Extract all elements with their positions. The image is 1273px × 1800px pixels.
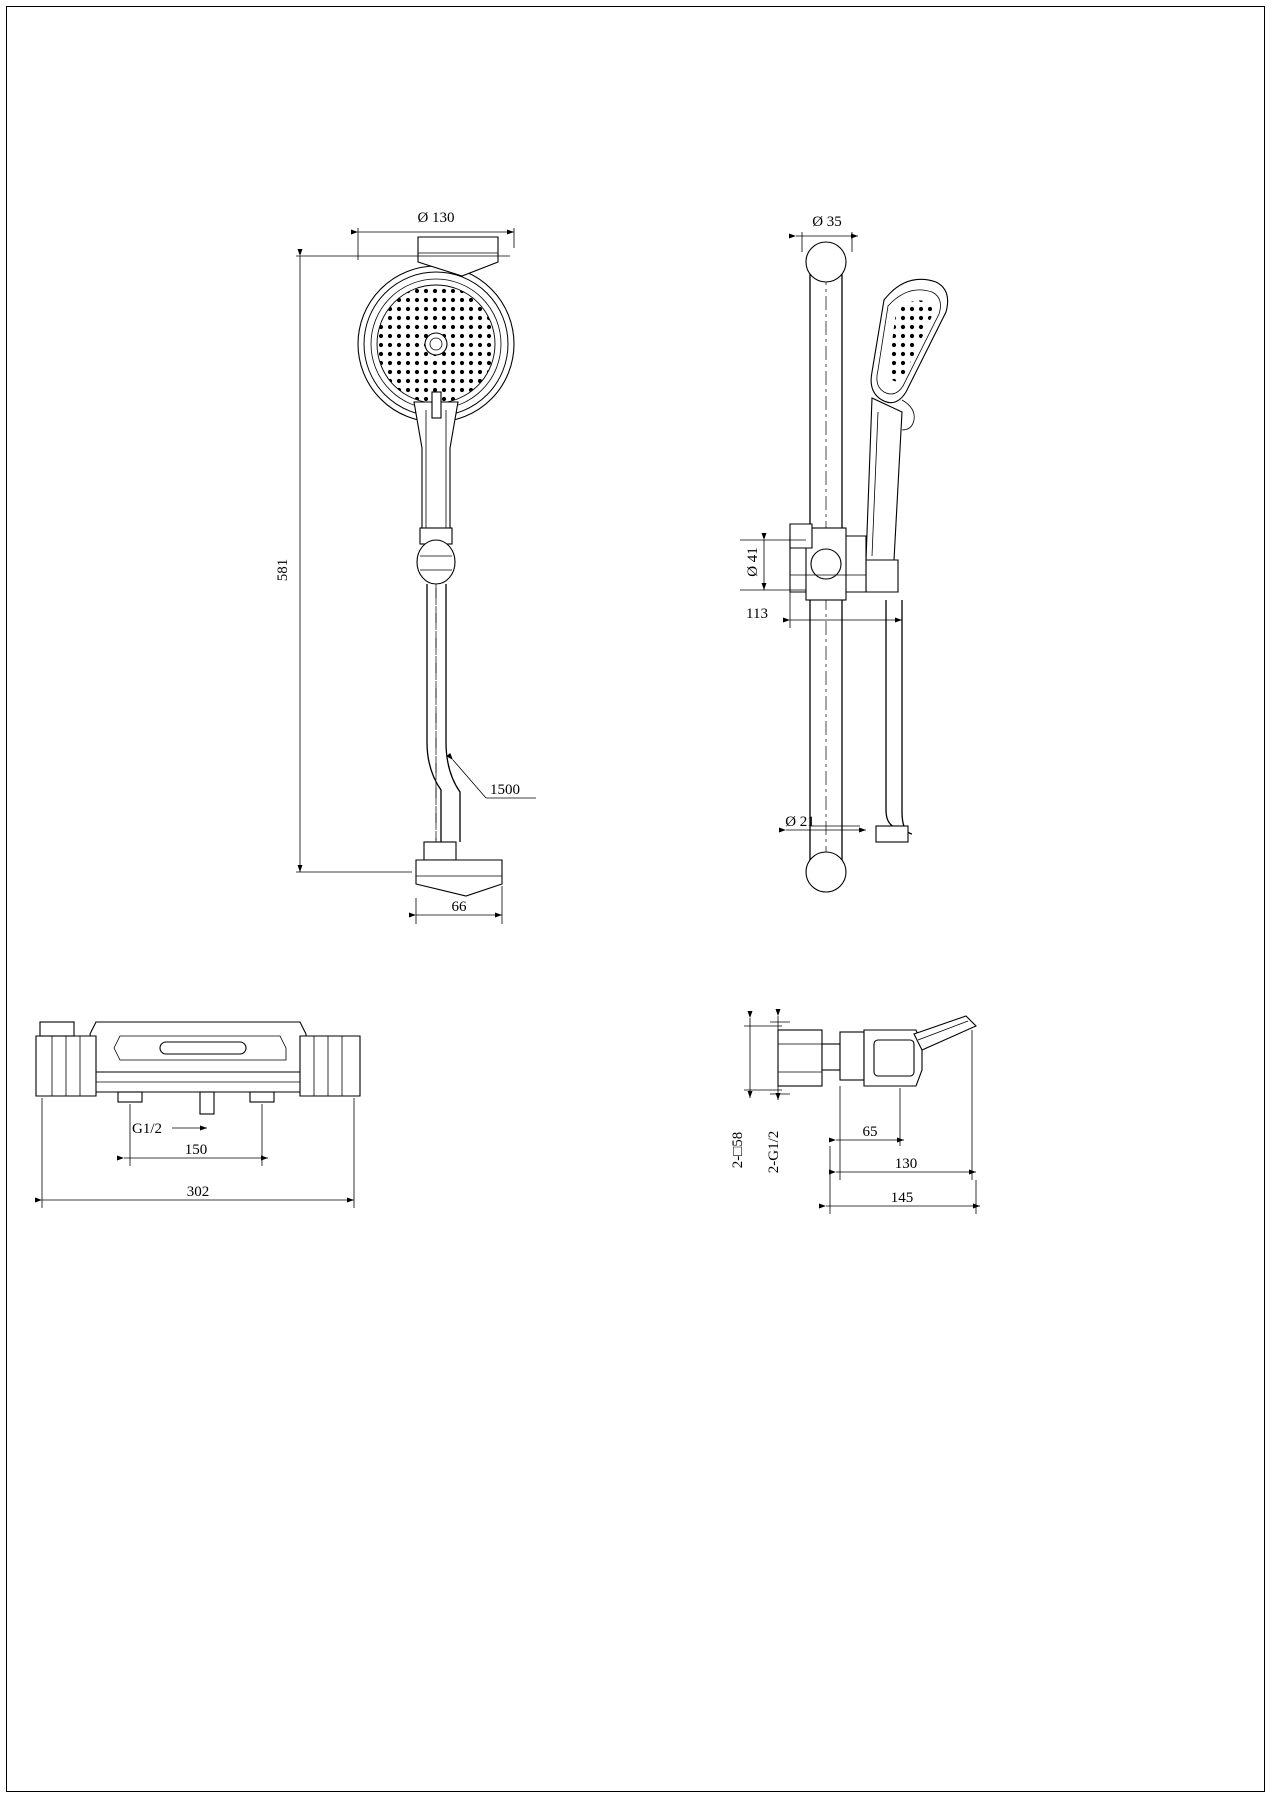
dim-label-66: 66 (451, 899, 467, 915)
inlet-left (118, 1092, 142, 1102)
dim-label-g12: G1/2 (132, 1121, 162, 1137)
spray-selector-button (432, 392, 441, 418)
dimension-inlet-thread (132, 1121, 207, 1137)
mixer-lever-handle (160, 1042, 246, 1054)
hose-outline-left (427, 584, 441, 842)
handshower-handle-side (866, 398, 902, 560)
dim-label-150: 150 (184, 1142, 208, 1158)
mixer-side-view (730, 1016, 980, 1214)
rail-bottom-cap (806, 852, 846, 892)
hose-side-left (886, 600, 898, 828)
dim-label-65: 65 (862, 1124, 878, 1140)
dim-label-d130: Ø 130 (417, 210, 455, 226)
dim-label-302: 302 (186, 1184, 210, 1200)
dim-label-130: 130 (894, 1156, 918, 1172)
hose-swivel-nut (417, 540, 455, 584)
rail-top-cap (806, 242, 846, 282)
wall-bracket (416, 860, 502, 896)
mixer-body-side-inner (874, 1040, 914, 1076)
dimension-hose-length (453, 760, 536, 798)
dim-label-581: 581 (275, 558, 291, 582)
hose-end-nut (424, 842, 456, 860)
holder-lever (790, 524, 812, 548)
dim-label-113: 113 (746, 606, 768, 622)
holder-swivel (811, 549, 841, 579)
rail-slider-holder (790, 524, 866, 600)
thermostatic-mixer-front-view (36, 1022, 360, 1208)
handshower-nut-side (866, 560, 898, 592)
handshower-in-holder (866, 279, 948, 592)
handshower-neck (414, 402, 458, 530)
mixer-outlet-stub (200, 1092, 214, 1114)
dim-label-d35: Ø 35 (812, 214, 842, 230)
handshower-front-view (275, 210, 536, 924)
dim-label-g12x2: 2-G1/2 (766, 1130, 782, 1174)
slide-rail-side-view (740, 214, 948, 892)
leader-line-1500 (453, 760, 486, 798)
dimension-spout-offset (836, 1086, 904, 1146)
hose-outline-right (446, 584, 460, 842)
dim-label-d41: Ø 41 (745, 547, 761, 577)
dim-label-145: 145 (890, 1190, 914, 1206)
hose-curl-detail (902, 400, 914, 430)
dimension-rail-tube-diameter (785, 814, 866, 840)
dim-label-58: 2-□58 (730, 1131, 746, 1169)
showerhead-hub (425, 333, 447, 355)
inlet-right (250, 1092, 274, 1102)
inlet-nipple (822, 1044, 840, 1070)
inlet-hex-nut (840, 1032, 864, 1080)
hose-side-right (902, 600, 912, 834)
dim-label-1500: 1500 (490, 782, 520, 798)
dim-label-d21: Ø 21 (785, 814, 815, 830)
flow-handle (300, 1036, 360, 1096)
temperature-handle-top (40, 1022, 74, 1036)
inlet-wall-block (778, 1030, 822, 1086)
hose-end-side (876, 826, 908, 842)
